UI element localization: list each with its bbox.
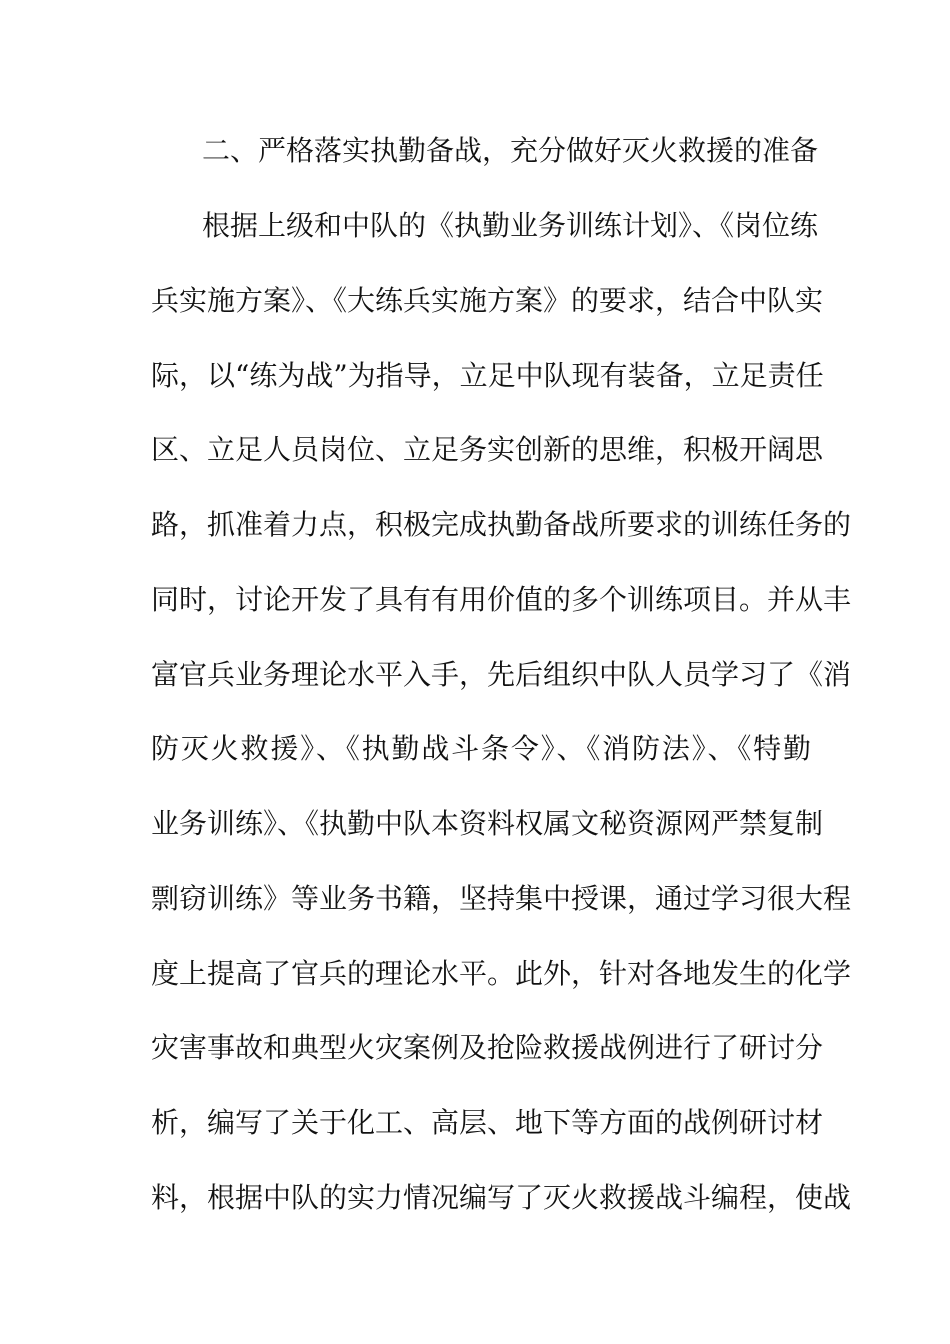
paragraph-line: 区、立足人员岗位、立足务实创新的思维，积极开阔思 <box>151 433 824 466</box>
paragraph-line: 料，根据中队的实力情况编写了灭火救援战斗编程，使战 <box>151 1181 852 1214</box>
paragraph-line: 剽窃训练》等业务书籍，坚持集中授课，通过学习很大程 <box>151 882 852 915</box>
paragraph-line: 业务训练》、《执勤中队本资料权属文秘资源网严禁复制 <box>151 807 824 840</box>
paragraph-line: 防灭火救援》、《执勤战斗条令》、《消防法》、《特勤 <box>151 732 811 765</box>
paragraph-line: 际，以“练为战”为指导，立足中队现有装备，立足责任 <box>151 359 824 392</box>
paragraph-line: 兵实施方案》、《大练兵实施方案》的要求，结合中队实 <box>151 284 824 317</box>
paragraph-line: 同时，讨论开发了具有有用价值的多个训练项目。并从丰 <box>151 583 852 616</box>
paragraph-line: 度上提高了官兵的理论水平。此外，针对各地发生的化学 <box>151 957 852 990</box>
paragraph-line: 根据上级和中队的《执勤业务训练计划》、《岗位练 <box>202 209 819 242</box>
paragraph-line: 路，抓准着力点，积极完成执勤备战所要求的训练任务的 <box>151 508 852 541</box>
section-heading: 二、严格落实执勤备战，充分做好灭火救援的准备 <box>202 134 819 167</box>
paragraph-line: 富官兵业务理论水平入手，先后组织中队人员学习了《消 <box>151 658 852 691</box>
paragraph-line: 灾害事故和典型火灾案例及抢险救援战例进行了研讨分 <box>151 1031 824 1064</box>
paragraph-line: 析，编写了关于化工、高层、地下等方面的战例研讨材 <box>151 1106 824 1139</box>
